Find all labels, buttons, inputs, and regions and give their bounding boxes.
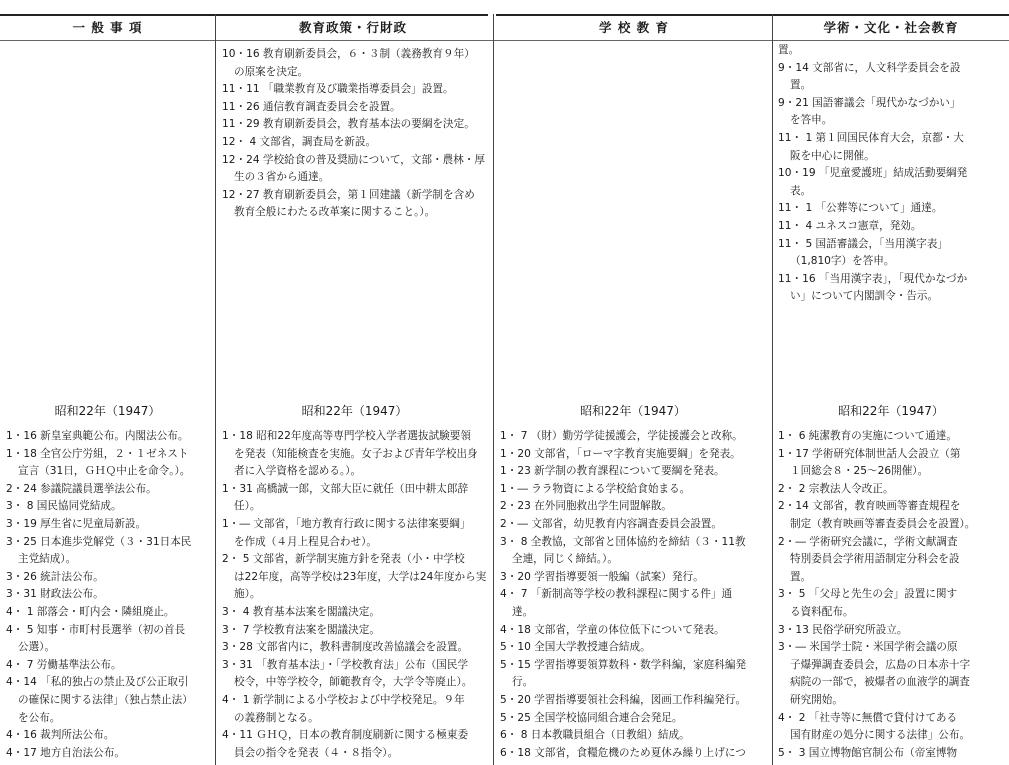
chronology-entry — [6, 481, 212, 499]
entry-text: 11・29 教育刷新委員会，教育基本法の要綱を決定。 — [222, 118, 475, 131]
entry-text: 6・18 文部省，食糧危機のため夏休み繰り上げにつ — [500, 746, 746, 759]
chronology-entry — [6, 622, 212, 657]
column-divider-3 — [772, 14, 773, 765]
policy-entries-top — [222, 46, 488, 222]
entry-text: 4・ 1 部落会・町内会・隣組廃止。 — [6, 605, 175, 618]
chronology-entry — [500, 446, 768, 464]
chronology-entry — [778, 481, 1006, 499]
chronology-entry — [6, 745, 212, 763]
entry-text: 3・31 財政法公布。 — [6, 588, 104, 601]
chronology-entry — [222, 46, 488, 81]
entry-continuation: 員会の指令を発表（４・８指令）。 — [234, 746, 399, 759]
chronology-entry — [222, 187, 488, 222]
column-divider-2 — [493, 14, 494, 765]
entry-text: 10・16 教育刷新委員会，６・３制（義務教育９年） — [222, 48, 475, 60]
entry-text: 12・ 4 文部省，調査局を新設。 — [222, 135, 377, 148]
chronology-entry — [778, 60, 1006, 95]
chronology-entry — [6, 586, 212, 604]
entry-continuation: る資料配布。 — [790, 605, 854, 618]
entry-text: 3・25 日本進歩党解党（３・31日本民 — [6, 535, 192, 548]
entry-text: 1・ 7 （財）勤労学徒援護会，学徒援護会と改称。 — [500, 430, 743, 442]
school-entries-1947 — [500, 428, 768, 762]
entry-text: 3・ 8 国民協同党結成。 — [6, 500, 122, 513]
entry-continuation: 国有財産の処分に関する法律」公布。 — [790, 729, 971, 742]
chronology-entry — [500, 710, 768, 728]
header-policy: 教育政策・行財政 — [298, 20, 407, 35]
entry-text: 5・ 3 国立博物館官制公布（帝室博物 — [778, 746, 958, 759]
entry-text: 11・ 4 ユネスコ憲章，発効。 — [778, 219, 922, 232]
entry-text: 1・23 新学制の教育課程について要綱を発表。 — [500, 465, 725, 478]
entry-text: 11・ 5 国語審議会，「当用漢字表」 — [778, 237, 948, 250]
header-rule-right — [496, 14, 1009, 16]
entry-text: 9・21 国語審議会「現代かなづかい」 — [778, 96, 961, 109]
entry-text: 3・ 7 学校教育法案を閣議決定。 — [222, 623, 380, 636]
chronology-entry — [778, 446, 1006, 481]
entry-continuation: の確保に関する法律」（独占禁止法） — [18, 693, 193, 706]
entry-text: 4・16 裁判所法公布。 — [6, 729, 115, 742]
chronology-entry — [500, 516, 768, 534]
chronology-entry — [222, 516, 488, 551]
entry-continuation: を答申。 — [790, 114, 833, 127]
entry-continuation: 研究開始。 — [790, 693, 843, 706]
entry-continuation: 教育全般にわたる改革案に関すること。）。 — [234, 206, 436, 219]
column-divider-1 — [215, 14, 216, 765]
entry-continuation: （1,810字）を答申。 — [790, 255, 895, 268]
entry-continuation: 子爆弾調査委員会，広島の日本赤十字 — [790, 658, 971, 671]
entry-continuation: 阪を中心に開催。 — [790, 149, 875, 162]
chronology-entry — [222, 481, 488, 516]
entry-text: 3・ 5 「父母と先生の会」設置に関す — [778, 588, 958, 601]
chronology-entry — [500, 569, 768, 587]
header-rule-left — [0, 14, 488, 16]
entry-text: 11・ 1 「公葬等について」通達。 — [778, 202, 943, 215]
chronology-entry — [778, 271, 1006, 306]
entry-text: 1・― 文部省，「地方教育行政に関する法律案要綱」 — [222, 517, 471, 530]
entry-text: 3・28 文部省内に，教科書制度改善協議会を設置。 — [222, 641, 469, 654]
entry-continuation: を公布。 — [18, 711, 61, 724]
entry-continuation: い」について内閣訓令・告示。 — [790, 290, 939, 303]
chronology-entry — [500, 463, 768, 481]
entry-text: 9・14 文部省に，人文科学委員会を設 — [778, 61, 961, 74]
entry-text: 3・ 4 教育基本法案を閣議決定。 — [222, 605, 380, 618]
entry-continuation: 公選）。 — [18, 641, 56, 654]
entry-text: 2・14 文部省，教育映画等審査規程を — [778, 500, 961, 513]
chronology-entry — [778, 165, 1006, 200]
entry-text: 5・20 学習指導要領社会科編，図画工作科編発行。 — [500, 693, 747, 706]
entry-text: 2・ 2 宗教法人令改正。 — [778, 482, 894, 495]
year-label-policy: 昭和22年（1947） — [301, 404, 408, 418]
chronology-entry — [778, 428, 1006, 446]
chronology-entry — [778, 639, 1006, 709]
entry-text: 4・ 5 知事・市町村長選挙（初の首長 — [6, 623, 186, 636]
entry-text: 2・24 参議院議員選挙法公布。 — [6, 482, 157, 495]
entry-text: 4・11 ＧＨＱ，日本の教育制度刷新に関する極東委 — [222, 729, 469, 742]
entry-continuation: 施）。 — [234, 588, 261, 601]
chronology-entry — [222, 657, 488, 692]
entry-continuation: 表。 — [790, 184, 812, 197]
entry-continuation: を発表（知能検査を実施。女子および青年学校出身 — [234, 447, 478, 460]
entry-continuation: 全連，同じく締結。）。 — [512, 553, 618, 566]
chronology-entry — [222, 99, 488, 117]
entry-text: 1・― ララ物資による学校給食始まる。 — [500, 482, 691, 495]
entry-continuation: 特別委員会学術用語制定分科会を設 — [790, 553, 960, 566]
entry-text: 3・26 統計法公布。 — [6, 570, 104, 583]
entry-continuation: 制定（教育映画等審査委員会を設置）。 — [790, 517, 976, 530]
entry-continuation: 任）。 — [234, 500, 261, 513]
entry-text: 4・17 地方自治法公布。 — [6, 746, 125, 759]
chronology-entry — [222, 727, 488, 762]
entry-continuation: 病院の一部で，被爆者の血液学的調査 — [790, 676, 970, 689]
chronology-entry — [778, 200, 1006, 218]
chronology-entry — [500, 586, 768, 621]
entry-text: 1・17 学術研究体制世話人会設立（第 — [778, 447, 961, 460]
chronology-entry — [222, 622, 488, 640]
general-entries-1947 — [6, 428, 212, 762]
chronology-entry — [6, 604, 212, 622]
chronology-entry — [500, 639, 768, 657]
entry-text: 10・19 「児童愛護班」結成活動要綱発 — [778, 167, 968, 180]
entry-text: 3・ 8 全教協，文部省と団体協約を締結（３・11教 — [500, 535, 746, 548]
culture-entries-top — [778, 42, 1006, 306]
chronology-entry — [500, 657, 768, 692]
chronology-entry — [778, 498, 1006, 533]
chronology-entry — [778, 42, 1006, 60]
entry-text: 2・― 学術研究会議に，学術文献調査 — [778, 535, 958, 548]
entry-continuation: の原案を決定。 — [234, 65, 309, 78]
chronology-entry — [778, 95, 1006, 130]
chronology-entry — [778, 622, 1006, 640]
chronology-entry — [222, 692, 488, 727]
entry-text: 2・23 在外同胞救出学生同盟解散。 — [500, 500, 672, 513]
entry-text: 4・ 7 労働基準法公布。 — [6, 658, 122, 671]
entry-continuation: １回総会８・25～26開催）。 — [790, 465, 929, 478]
chronology-entry — [6, 534, 212, 569]
entry-text: 12・24 学校給食の普及奨励について，文部・農林・厚 — [222, 153, 485, 166]
entry-text: 3・31 「教育基本法」・「学校教育法」公布（国民学 — [222, 658, 469, 671]
culture-entries-1947 — [778, 428, 1006, 762]
chronology-entry — [222, 134, 488, 152]
chronology-entry — [778, 218, 1006, 236]
chronology-entry — [500, 745, 768, 763]
policy-entries-1947 — [222, 428, 488, 762]
entry-text: 11・11 「職業教育及び職業指導委員会」設置。 — [222, 83, 454, 96]
chronology-entry — [222, 639, 488, 657]
chronology-entry — [6, 657, 212, 675]
entry-text: 4・18 文部省，学童の体位低下について発表。 — [500, 623, 725, 636]
entry-text: 3・13 民俗学研究所設立。 — [778, 623, 908, 636]
chronology-entry — [6, 516, 212, 534]
chronology-entry — [6, 727, 212, 745]
year-label-school: 昭和22年（1947） — [580, 404, 686, 418]
chronology-entry — [222, 81, 488, 99]
chronology-entry — [222, 551, 488, 604]
entry-continuation: を作成（４月上程見合わせ）。 — [234, 535, 378, 548]
entry-text: 5・25 全国学校協同組合連合会発足。 — [500, 711, 683, 724]
chronology-entry — [500, 622, 768, 640]
chronology-entry — [6, 428, 212, 446]
entry-text: 1・18 昭和22年度高等専門学校入学者選抜試験要領 — [222, 430, 471, 442]
entry-continuation: は22年度，高等学校は23年度，大学は24年度から実 — [234, 570, 487, 583]
chronology-entry — [778, 586, 1006, 621]
chronology-entry — [500, 498, 768, 516]
entry-text: 11・26 通信教育調査委員会を設置。 — [222, 100, 401, 113]
entry-continuation: 者に入学資格を認める。）。 — [234, 465, 362, 478]
entry-text: 5・10 全国大学教授連合結成。 — [500, 641, 651, 654]
header-culture: 学術・文化・社会教育 — [823, 20, 959, 35]
header-general: 一 般 事 項 — [72, 20, 143, 35]
entry-text: 1・18 全官公庁労組，２・１ゼネスト — [6, 447, 189, 460]
entry-text: 2・― 文部省，幼児教育内容調査委員会設置。 — [500, 517, 722, 530]
entry-text: 1・31 高橋誠一郎，文部大臣に就任（田中耕太郎辞 — [222, 482, 469, 495]
chronology-entry — [6, 674, 212, 727]
entry-text: 1・20 文部省，「ローマ字教育実施要綱」を発表。 — [500, 447, 741, 460]
chronology-entry — [6, 446, 212, 481]
entry-text: 1・16 新皇室典範公布。内閣法公布。 — [6, 430, 189, 442]
chronology-entry — [778, 130, 1006, 165]
chronology-entry — [778, 236, 1006, 271]
entry-text: 4・14 「私的独占の禁止及び公正取引 — [6, 676, 189, 689]
chronology-entry — [500, 727, 768, 745]
entry-continuation: 行。 — [512, 676, 534, 689]
entry-continuation: 生の３省から通達。 — [234, 171, 330, 184]
header-school: 学 校 教 育 — [598, 20, 670, 35]
chronology-entry — [222, 152, 488, 187]
chronology-entry — [778, 710, 1006, 745]
chronology-entry — [500, 481, 768, 499]
chronology-entry — [222, 428, 488, 481]
entry-text: 1・ 6 純潔教育の実施について通達。 — [778, 430, 957, 442]
chronology-entry — [222, 116, 488, 134]
chronology-entry — [6, 569, 212, 587]
header-underline — [0, 40, 1009, 41]
entry-continuation: 主党結成）。 — [18, 553, 77, 566]
chronology-entry — [778, 534, 1006, 587]
entry-text: 6・ 8 日本教職員組合（日教組）結成。 — [500, 729, 690, 742]
entry-continuation: の義務制となる。 — [234, 711, 319, 724]
entry-text: 4・ 1 新学制による小学校および中学校発足。９年 — [222, 693, 465, 706]
year-label-general: 昭和22年（1947） — [54, 404, 161, 418]
entry-text: 4・ 7 「新制高等学校の教科課程に関する件」通 — [500, 588, 733, 601]
entry-text: 置。 — [778, 44, 800, 56]
entry-text: 12・27 教育刷新委員会，第１回建議（新学制を含め — [222, 188, 475, 201]
entry-continuation: 置。 — [790, 570, 812, 583]
chronology-entry — [778, 745, 1006, 763]
entry-text: 11・ 1 第１回国民体育大会，京都・大 — [778, 131, 964, 144]
chronology-entry — [500, 534, 768, 569]
entry-text: 3・19 厚生省に児童局新設。 — [6, 517, 147, 530]
entry-text: 11・16 「当用漢字表」，「現代かなづか — [778, 272, 968, 285]
chronology-entry — [500, 692, 768, 710]
chronology-entry — [500, 428, 768, 446]
chronology-entry — [6, 498, 212, 516]
year-label-culture: 昭和22年（1947） — [838, 404, 944, 418]
entry-text: 3・― 米国学士院・米国学術会議の原 — [778, 641, 958, 654]
entry-text: 5・15 学習指導要領算数科・数学科編，家庭科編発 — [500, 658, 747, 671]
entry-text: 4・ 2 「社寺等に無償で貸付けてある — [778, 711, 958, 724]
entry-continuation: 達。 — [512, 605, 534, 618]
entry-continuation: 宣言（31日，ＧＨＱ中止を命令。）。 — [18, 465, 191, 478]
entry-text: 3・20 学習指導要領一般編（試案）発行。 — [500, 570, 704, 583]
entry-continuation: 置。 — [790, 79, 812, 92]
chronology-entry — [222, 604, 488, 622]
entry-continuation: 校令，中等学校令，師範教育令，大学令等廃止）。 — [234, 676, 473, 689]
entry-text: 2・ 5 文部省，新学制実施方針を発表（小・中学校 — [222, 553, 465, 566]
